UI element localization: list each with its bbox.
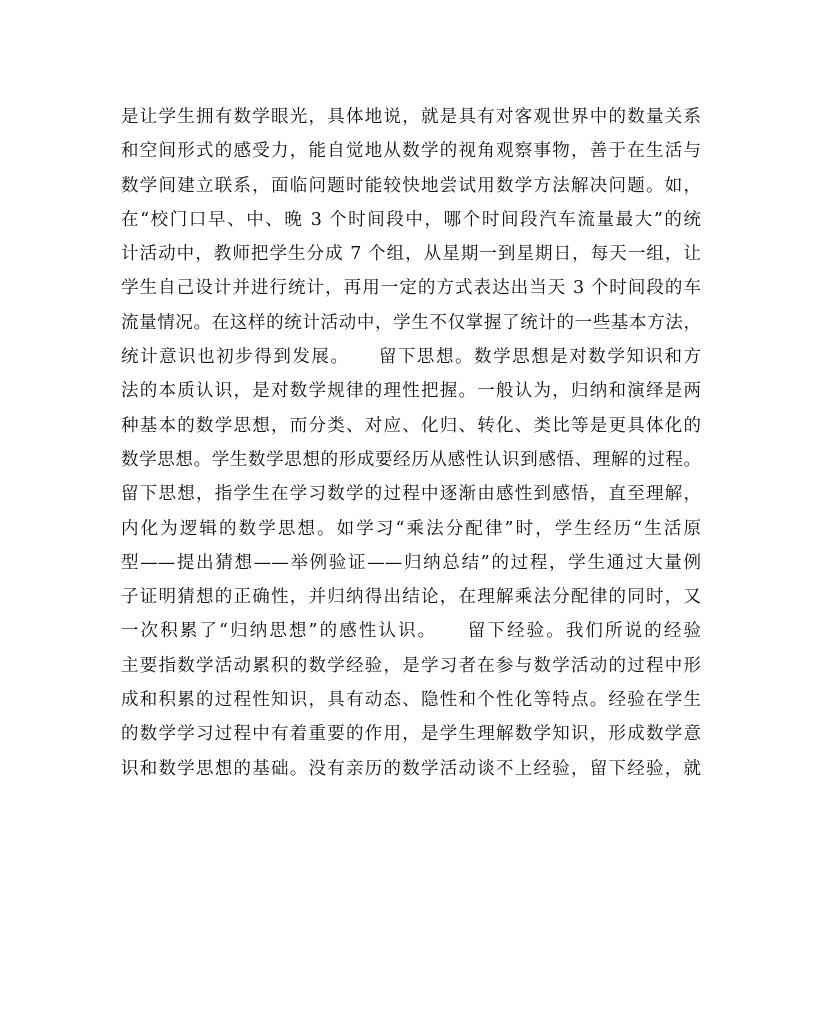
text-line: 流量情况。在这样的统计活动中，学生不仅掌握了统计的一些基本方法， — [121, 312, 701, 333]
text-line: 种基本的数学思想，而分类、对应、化归、转化、类比等是更具体化的 — [121, 415, 701, 436]
text-line: 子证明猜想的正确性，并归纳得出结论，在理解乘法分配律的同时，又 — [121, 587, 701, 608]
body-text — [121, 100, 701, 786]
text-line: 计活动中，教师把学生分成 7 个组，从星期一到星期日，每天一组，让 — [121, 244, 701, 265]
text-line: 法的本质认识，是对数学规律的理性把握。一般认为，归纳和演绎是两 — [121, 381, 701, 402]
text-line: 数学间建立联系，面临问题时能较快地尝试用数学方法解决问题。如， — [121, 175, 701, 196]
text-line: 数学思想。学生数学思想的形成要经历从感性认识到感悟、理解的过程。 — [121, 449, 701, 470]
text-line: 主要指数学活动累积的数学经验，是学习者在参与数学活动的过程中形 — [121, 655, 701, 676]
text-line: 成和积累的过程性知识，具有动态、隐性和个性化等特点。经验在学生 — [121, 690, 701, 711]
text-line: 识和数学思想的基础。没有亲历的数学活动谈不上经验，留下经验，就 — [121, 758, 701, 779]
text-line: 是让学生拥有数学眼光，具体地说，就是具有对客观世界中的数量关系 — [121, 107, 701, 127]
text-line: 一次积累了“归纳思想”的感性认识。 留下经验。我们所说的经验 — [121, 621, 701, 642]
text-line: 型——提出猜想——举例验证——归纳总结”的过程，学生通过大量例 — [121, 552, 701, 573]
text-line: 和空间形式的感受力，能自觉地从数学的视角观察事物，善于在生活与 — [121, 141, 701, 162]
text-line: 的数学学习过程中有着重要的作用，是学生理解数学知识，形成数学意 — [121, 724, 701, 745]
text-line: 内化为逻辑的数学思想。如学习“乘法分配律”时，学生经历“生活原 — [121, 518, 701, 539]
text-line: 学生自己设计并进行统计，再用一定的方式表达出当天 3 个时间段的车 — [121, 278, 701, 299]
text-line: 在“校门口早、中、晚 3 个时间段中，哪个时间段汽车流量最大”的统 — [121, 209, 701, 230]
text-line: 留下思想，指学生在学习数学的过程中逐渐由感性到感悟，直至理解， — [121, 484, 701, 505]
text-line: 统计意识也初步得到发展。 留下思想。数学思想是对数学知识和方 — [121, 347, 701, 368]
